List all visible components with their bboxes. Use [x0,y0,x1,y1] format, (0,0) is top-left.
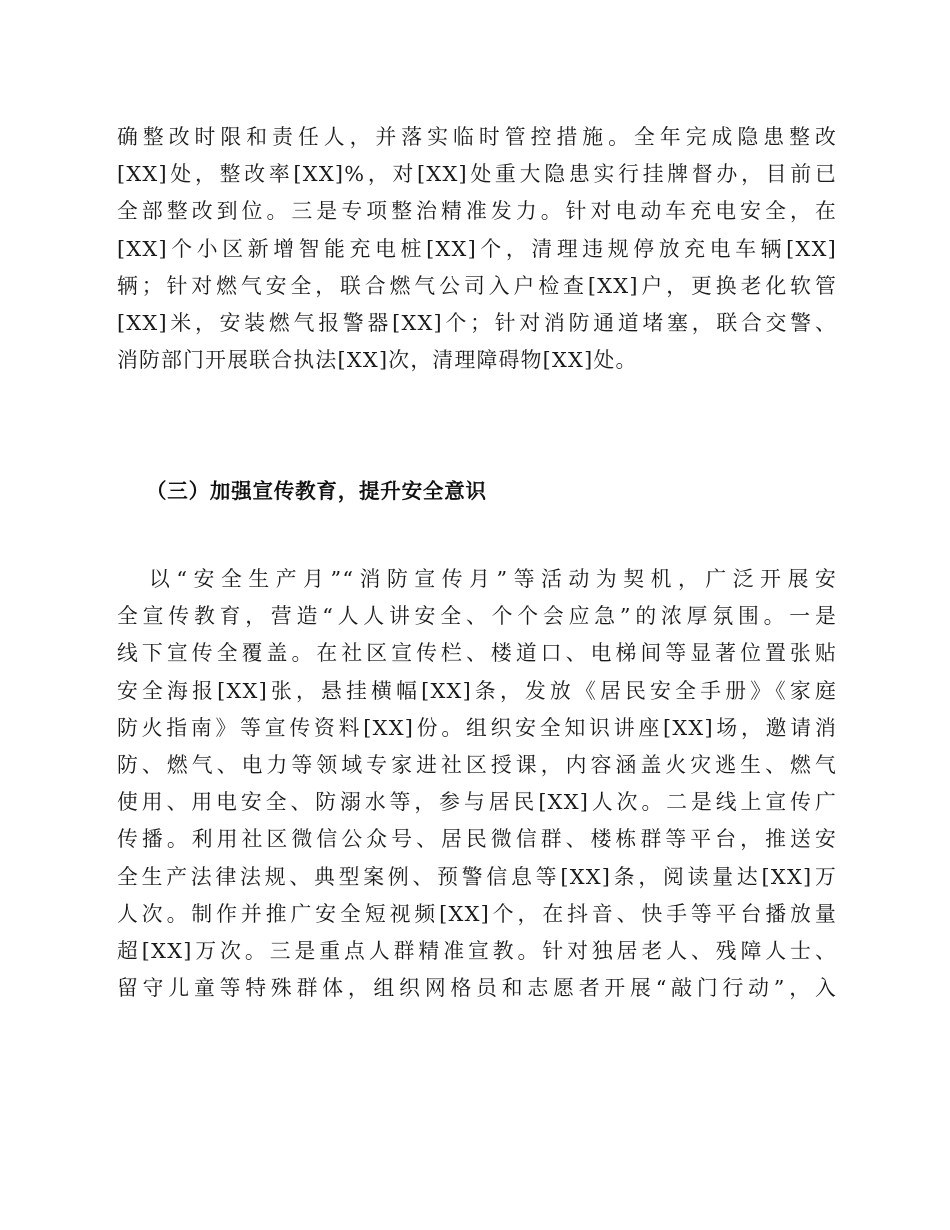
paragraph-line: 使用、用电安全、防溺水等，参与居民[XX]人次。二是线上宣传广 [117,790,837,815]
paragraph-line: 以“安全生产月”“消防宣传月”等活动为契机，广泛开展安 [149,567,837,591]
paragraph-line: 线下宣传全覆盖。在社区宣传栏、楼道口、电梯间等显著位置张贴 [117,641,837,666]
paragraph-line: [XX]米，安装燃气报警器[XX]个；针对消防通道堵塞，联合交警、 [117,311,837,336]
paragraph-line: [XX]个小区新增智能充电桩[XX]个，清理违规停放充电车辆[XX] [117,236,837,261]
paragraph-line: 安全海报[XX]张，悬挂横幅[XX]条，发放《居民安全手册》《家庭 [117,678,837,703]
section-heading: （三）加强宣传教育，提升安全意识 [146,479,487,503]
paragraph-line: 传播。利用社区微信公众号、居民微信群、楼栋群等平台，推送安 [117,827,837,852]
paragraph-line: 人次。制作并推广安全短视频[XX]个，在抖音、快手等平台播放量 [117,901,837,926]
paragraph-line: 确整改时限和责任人，并落实临时管控措施。全年完成隐患整改 [117,125,837,149]
paragraph-rectification [117,119,837,379]
paragraph-line: 留守儿童等特殊群体，组织网格员和志愿者开展“敲门行动”，入 [117,976,837,1001]
paragraph-line: 辆；针对燃气安全，联合燃气公司入户检查[XX]户，更换老化软管 [117,273,837,298]
paragraph-line: 全生产法律法规、典型案例、预警信息等[XX]条，阅读量达[XX]万 [117,864,837,889]
paragraph-line: 全宣传教育，营造“人人讲安全、个个会应急”的浓厚氛围。一是 [117,604,837,629]
paragraph-publicity-education [117,561,837,1007]
paragraph-line: 防、燃气、电力等领域专家进社区授课，内容涵盖火灾逃生、燃气 [117,753,837,778]
paragraph-line: [XX]处，整改率[XX]%，对[XX]处重大隐患实行挂牌督办，目前已 [117,162,837,187]
paragraph-line: 超[XX]万次。三是重点人群精准宣教。针对独居老人、残障人士、 [117,939,837,964]
paragraph-line: 防火指南》等宣传资料[XX]份。组织安全知识讲座[XX]场，邀请消 [117,715,837,740]
paragraph-line: 全部整改到位。三是专项整治精准发力。针对电动车充电安全，在 [117,199,837,224]
paragraph-line: 消防部门开展联合执法[XX]次，清理障碍物[XX]处。 [117,348,638,373]
